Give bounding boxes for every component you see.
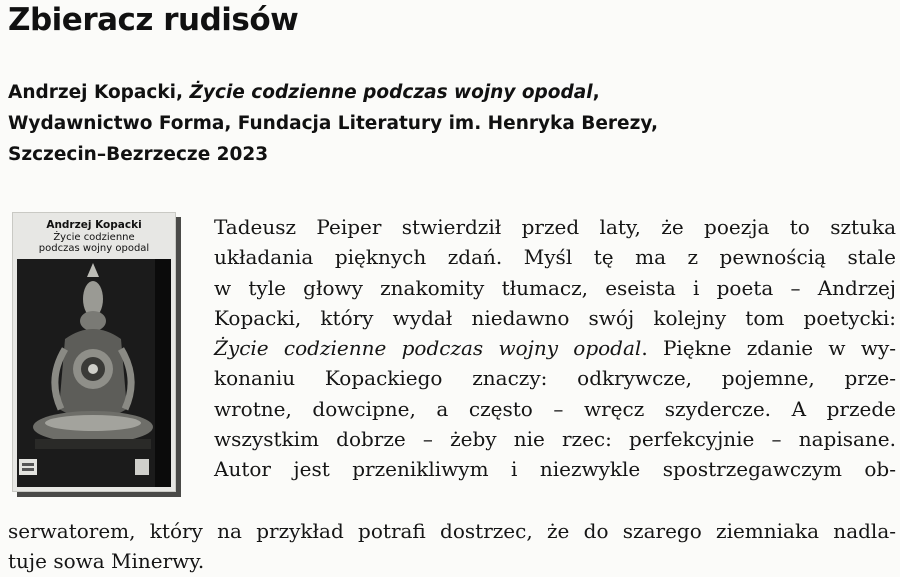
cover-title-line-1: Życie codzienne [53,232,135,243]
body-line [214,333,896,363]
body-line: wrotne, dowcipne, a często – wręcz szydercze. A przede [214,396,896,421]
meta-publisher: Wydawnictwo Forma, Fundacja Literatury im. Henryka Berezy, [8,113,659,134]
body-line: tuje sowa Minerwy. [8,549,205,574]
cover-title-line-2: podczas wojny opodal [38,243,150,254]
body-line: w tyle głowy znakomity tłumacz, eseista i poeta – Andrzej [214,275,896,300]
review-body [214,212,896,485]
book-cover-image [12,212,176,492]
meta-author: Andrzej Kopacki, [8,82,184,103]
cover-author: Andrzej Kopacki [46,219,142,231]
meta-book-title: Życie codzienne podczas wojny opodal [189,82,593,103]
body-line: serwatorem, który na przykład potrafi dostrzec, że do szarego ziemniaka nadla- [8,519,896,543]
body-line: Tadeusz Peiper stwierdził przed laty, że poezja to sztuka [214,215,896,239]
body-line: wszystkim dobrze – żeby nie rzec: perfekcyjnie – napisane. [214,427,896,452]
meta-comma: , [592,82,600,103]
review-body-continued [8,516,896,577]
article-title: Zbieracz rudisów [8,2,299,38]
meta-place-year: Szczecin–Bezrzecze 2023 [8,144,269,165]
meta-line-1 [8,77,658,108]
body-book-title: Życie codzienne podczas wojny opodal [214,336,642,361]
body-line: układania pięknych zdań. Myśl tę ma z pewnością stale [214,245,896,270]
book-metadata [8,77,658,170]
body-line: Kopacki, który wydał niedawno swój kolejny tom poetycki: [214,305,896,330]
body-line-rest: . Piękne zdanie w wy- [641,336,897,361]
cover-illustration [17,259,171,487]
body-line: konaniu Kopackiego znaczy: odkrywcze, pojemne, prze- [214,366,896,391]
cover-title [13,232,175,254]
body-line: Autor jest przenikliwym i niezwykle spostrzegawczym ob- [214,457,896,482]
